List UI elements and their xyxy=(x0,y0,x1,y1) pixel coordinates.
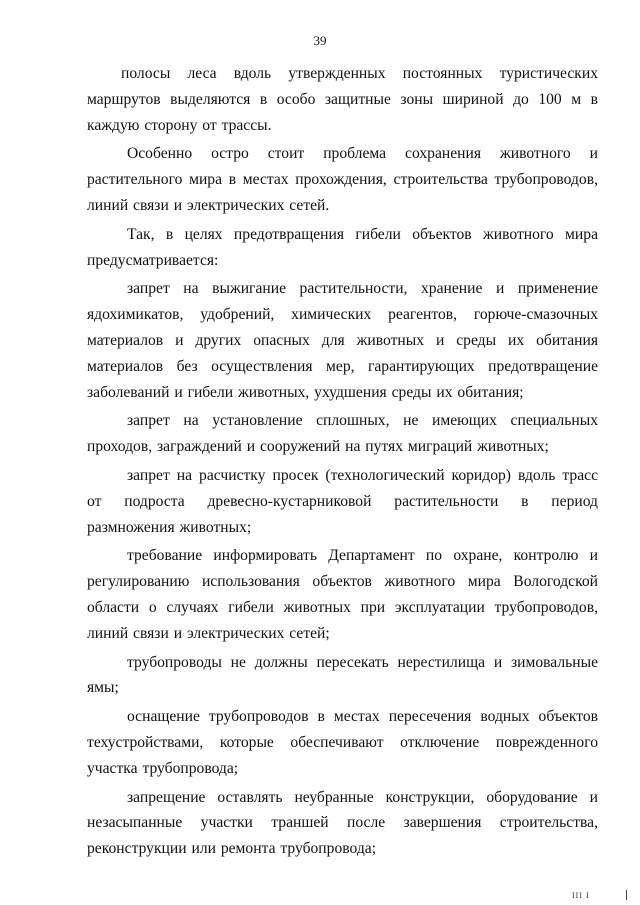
paragraph: Особенно остро стоит проблема сохранения животного и растительного мира в местах прохождения, строительства трубопроводов, линий связи и электрических сетей. xyxy=(87,145,598,214)
list-item: требование информировать Департамент по охране, контролю и регулированию использования объектов животного мира Вологодской области о случаях гибели животных при эксплуатации трубопроводов, линий связи и электрических сетей; xyxy=(87,547,598,642)
edge-tick xyxy=(626,890,627,900)
list-item: запрет на расчистку просек (технологический коридор) вдоль трасс от подроста древесно-кустарниковой растительности в период размножения животных; xyxy=(87,466,598,536)
document-body xyxy=(87,61,598,862)
list-item: оснащение трубопроводов в местах пересечения водных объектов техустройствами, которые обеспечивают отключение поврежденного участка трубопровода; xyxy=(87,708,598,777)
list-item: запрет на установление сплошных, не имеющих специальных проходов, заграждений и сооружений на путях миграций животных; xyxy=(87,412,598,456)
list-item: запрет на выжигание растительности, хранение и применение ядохимикатов, удобрений, химических реагентов, горюче-смазочных материалов и других опасных для животных и среды их обитания материалов без осуществления мер, гарантирующих предотвращение заболеваний и гибели животных, ухудшения среды их обитания; xyxy=(87,280,598,401)
footer-mark: III I xyxy=(572,891,590,900)
list-item: трубопроводы не должны пересекать нерестилища и зимовальные ямы; xyxy=(87,653,598,697)
paragraph: полосы леса вдоль утвержденных постоянных туристических маршрутов выделяются в особо защитные зоны шириной до 100 м в каждую сторону от трассы. xyxy=(87,65,598,134)
page-number: 39 xyxy=(313,33,327,48)
paragraph: Так, в целях предотвращения гибели объектов животного мира предусматривается: xyxy=(87,225,598,269)
list-item: запрещение оставлять неубранные конструкции, оборудование и незасыпанные участки траншей после завершения строительства, реконструкции или ремонта трубопровода; xyxy=(87,788,598,858)
